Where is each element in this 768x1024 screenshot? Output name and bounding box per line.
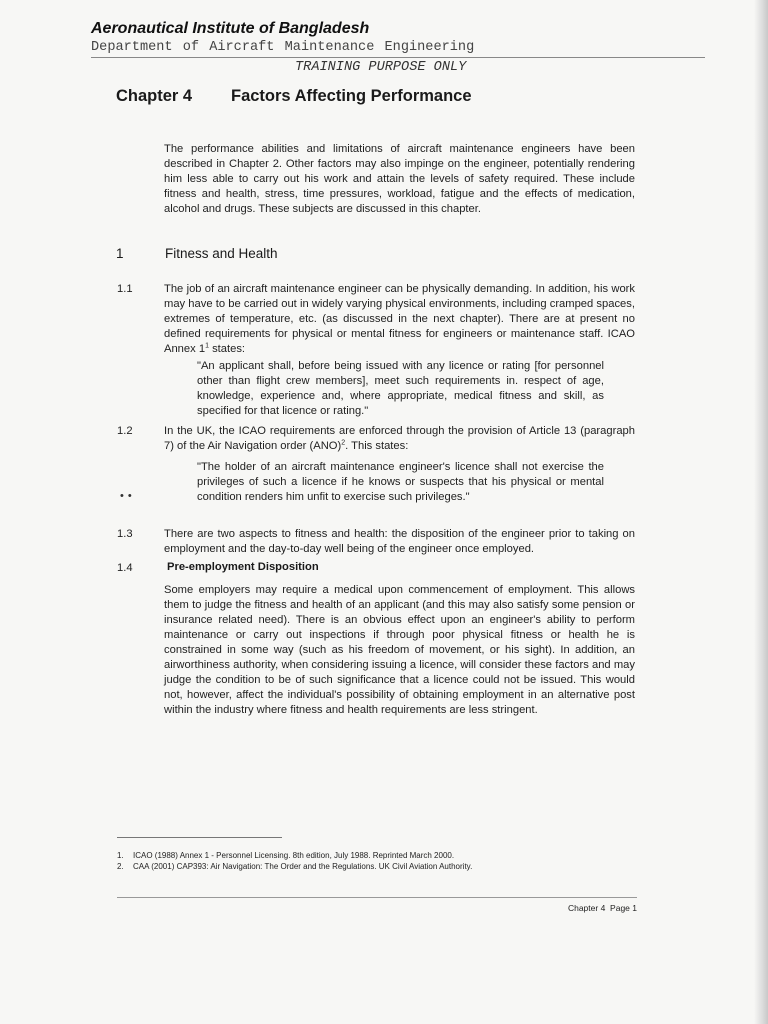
footnote-divider <box>117 837 282 838</box>
chapter-number: Chapter 4 <box>116 87 193 105</box>
footnote-ref-1: 1 <box>205 342 209 350</box>
footnote-ref-2: 2 <box>341 439 346 447</box>
quote-ano-article: "The holder of an aircraft maintenance engineer's licence shall not exercise the privileges of such a licence if he knows or suspects that his physical or mental condition renders him unfit to exercise such privileges." <box>197 461 604 503</box>
header-divider <box>91 57 705 58</box>
footnote-text: CAA (2001) CAP393: Air Navigation: The Order and the Regulations. UK Civil Aviation Authority. <box>133 862 473 871</box>
scan-speck: •• <box>120 490 136 502</box>
quote-icao-annex: "An applicant shall, before being issued with any licence or rating [for personnel other than flight crew members], meet such requirements in. respect of age, knowledge, experience and, where appropriate, medical fitness and skill, as specified for that licence or rating." <box>197 360 604 417</box>
department-name: Department of Aircraft Maintenance Engineering <box>91 40 475 55</box>
institute-name: Aeronautical Institute of Bangladesh <box>91 20 370 37</box>
footnote-number: 2. <box>117 862 124 871</box>
paragraph-number-1-3: 1.3 <box>117 528 133 540</box>
paragraph-1-1-text: The job of an aircraft maintenance engineer can be physically demanding. In addition, his work may have to be carried out in widely varying physical environments, including cramped spaces, extremes of temperature, etc. (as discussed in the next chapter). There are at present no defined requirements for physical or mental fitness for engineers or maintenance staff. ICAO Annex 1 <box>164 283 635 355</box>
section-title: Fitness and Health <box>165 246 278 261</box>
intro-paragraph: The performance abilities and limitations of aircraft maintenance engineers have been described in Chapter 2. Other factors may also impinge on the engineer, potentially rendering him less able to carry out his work and attain the levels of safety required. These include fitness and health, stress, time pressures, workload, fatigue and the effects of medication, alcohol and drugs. These subjects are discussed in this chapter. <box>164 143 635 215</box>
training-notice: TRAINING PURPOSE ONLY <box>295 60 467 75</box>
paragraph-number-1-2: 1.2 <box>117 425 133 437</box>
paragraph-number-1-4: 1.4 <box>117 562 133 574</box>
footnote-1 <box>117 850 454 861</box>
paragraph-1-4: Some employers may require a medical upon commencement of employment. This allows them to judge the fitness and health of an applicant (and this may also satisfy some pension or insurance related need). There is an obvious effect upon an engineer's ability to perform maintenance or carry out inspections if through poor physical fitness or health he is constrained in some way (such as his freedom of movement, or his sight). In addition, an airworthiness authority, when considering issuing a licence, will consider these factors and may judge the condition to be of such significance that a licence could not be issued. This would not, however, affect the individual's possibility of obtaining employment in an alternative post within the industry where fitness and health requirements are less stringent. <box>164 584 635 716</box>
paragraph-1-2-tail: . This states: <box>345 440 409 452</box>
footnote-2 <box>117 861 472 872</box>
paragraph-1-3: There are two aspects to fitness and health: the disposition of the engineer prior to taking on employment and the day-to-day well being of the engineer once employed. <box>164 528 635 555</box>
footer-page-number: Page 1 <box>610 903 637 913</box>
paragraph-number-1-1: 1.1 <box>117 283 133 295</box>
chapter-title: Factors Affecting Performance <box>231 87 472 105</box>
scan-edge-shadow <box>754 0 768 1024</box>
section-number: 1 <box>116 246 124 261</box>
paragraph-1-1 <box>164 282 635 357</box>
footnote-text: ICAO (1988) Annex 1 - Personnel Licensing. 8th edition, July 1988. Reprinted March 2000. <box>133 851 455 860</box>
footer-chapter: Chapter 4 <box>567 903 606 913</box>
paragraph-1-2 <box>164 424 635 454</box>
subheading-pre-employment: Pre-employment Disposition <box>167 561 319 573</box>
paragraph-1-1-tail: states: <box>208 343 246 355</box>
paragraph-1-2-text: In the UK, the ICAO requirements are enforced through the provision of Article 13 (paragraph 7) of the Air Navigation order (ANO) <box>164 425 635 452</box>
page-footer <box>568 903 637 913</box>
footer-divider <box>117 897 637 898</box>
footnote-number: 1. <box>117 851 124 860</box>
